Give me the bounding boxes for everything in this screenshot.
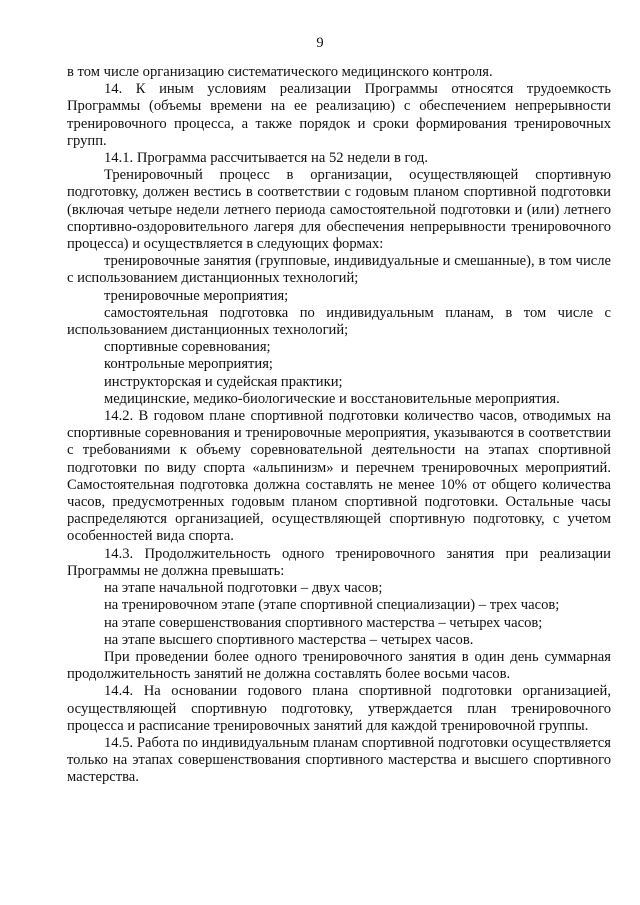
paragraph-14: 14. К иным условиям реализации Программы относятся трудоемкость Программы (объемы времени на ее реализацию) с обеспечением непрерывности тренировочного процесса, а также порядок и сроки формирования тренировочных групп. <box>67 81 611 149</box>
paragraph-multiple-sessions: При проведении более одного тренировочного занятия в один день суммарная продолжительность занятий не должна составлять более восьми часов. <box>67 648 611 683</box>
list-item-higher-stage: на этапе высшего спортивного мастерства – четырех часов. <box>104 631 474 648</box>
list-item-improvement-stage: на этапе совершенствования спортивного мастерства – четырех часов; <box>104 614 543 631</box>
list-item-training-sessions: тренировочные занятия (групповые, индивидуальные и смешанные), в том числе с использованием дистанционных технологий; <box>67 253 611 287</box>
page-number: 9 <box>316 35 324 51</box>
list-item-competitions: спортивные соревнования; <box>104 339 271 356</box>
paragraph-14-3: 14.3. Продолжительность одного тренировочного занятия при реализации Программы не должна превышать: <box>67 545 611 579</box>
list-item-training-events: тренировочные мероприятия; <box>104 287 289 304</box>
list-item-practices: инструкторская и судейская практики; <box>104 373 343 390</box>
list-item-self-training: самостоятельная подготовка по индивидуальным планам, в том числе с использованием дистанционных технологий; <box>67 304 611 339</box>
paragraph-training-process: Тренировочный процесс в организации, осуществляющей спортивную подготовку, должен вестись в соответствии с годовым планом спортивной подготовки (включая четыре недели летнего периода самостоятельной подготовки и (или) летнего спортивно-оздоровительного лагеря для обеспечения непрерывности тренировочного процесса) и осуществляется в следующих формах: <box>67 167 611 253</box>
paragraph-14-5: 14.5. Работа по индивидуальным планам спортивной подготовки осуществляется только на этапах совершенствования спортивного мастерства и высшего спортивного мастерства. <box>67 734 611 786</box>
paragraph-14-1: 14.1. Программа рассчитывается на 52 недели в год. <box>104 150 429 167</box>
paragraph-control-continuation: в том числе организацию систематического медицинского контроля. <box>67 64 493 80</box>
list-item-medical-events: медицинские, медико-биологические и восстановительные мероприятия. <box>104 390 560 407</box>
list-item-initial-stage: на этапе начальной подготовки – двух часов; <box>104 580 383 597</box>
list-item-training-stage: на тренировочном этапе (этапе спортивной специализации) – трех часов; <box>104 597 560 614</box>
list-item-control-events: контрольные мероприятия; <box>104 356 273 373</box>
paragraph-14-2: 14.2. В годовом плане спортивной подготовки количество часов, отводимых на спортивные соревнования и тренировочные мероприятия, указываются в соответствии с требованиями к объему соревновательной деятельности на этапах спортивной подготовки по виду спорта «альпинизм» и перечнем тренировочных мероприятий. Самостоятельная подготовка должна составлять не менее 10% от общего количества часов, предусмотренных годовым планом спортивной подготовки. Остальные часы распределяются организацией, осуществляющей спортивную подготовку, с учетом особенностей вида спорта. <box>67 408 611 545</box>
document-body <box>67 64 611 787</box>
paragraph-14-4: 14.4. На основании годового плана спортивной подготовки организацией, осуществляющей спортивную подготовку, утверждается план тренировочного процесса и расписание тренировочных занятий для каждой тренировочной группы. <box>67 683 611 734</box>
